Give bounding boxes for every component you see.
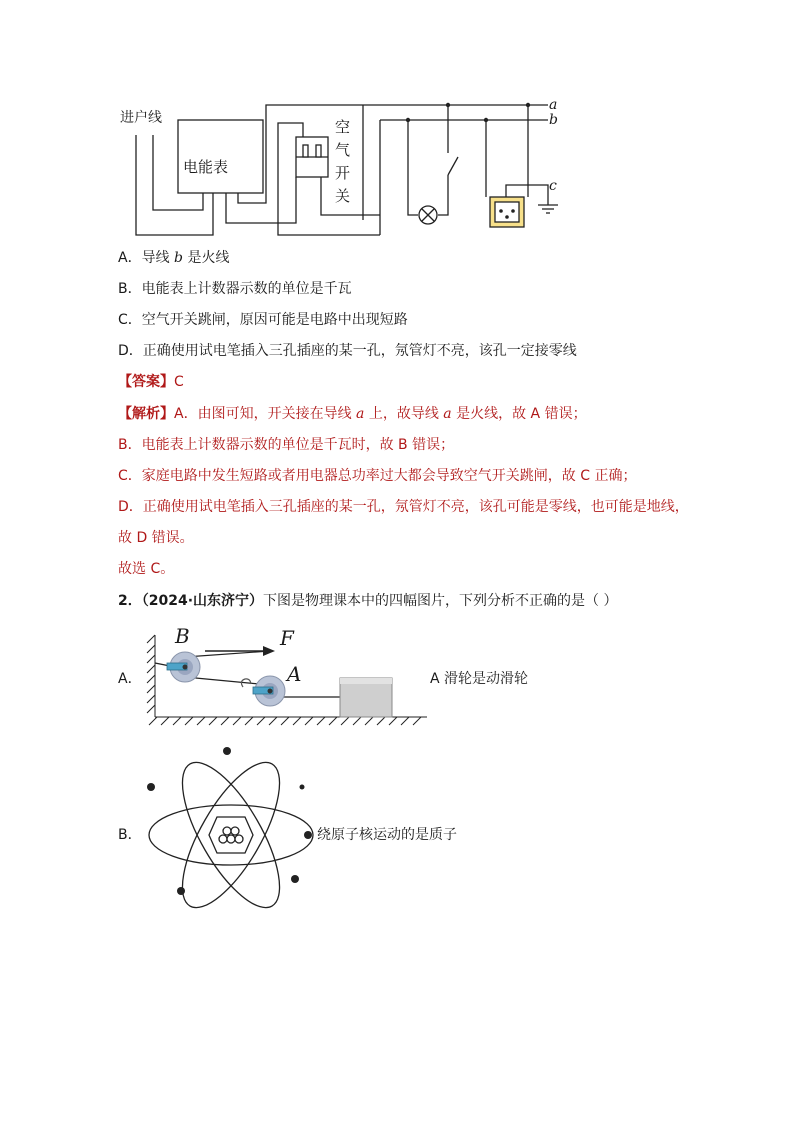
q1-option-c: C．空气开关跳闸，原因可能是电路中出现短路 — [118, 312, 408, 328]
force-f-label: F — [280, 626, 294, 650]
analysis-line-4: D．正确使用试电笔插入三孔插座的某一孔，氖管灯不亮，该孔可能是零线，也可能是地线， — [118, 499, 689, 515]
pulley-a-label: A — [287, 662, 302, 686]
q2-option-a-text: A 滑轮是动滑轮 — [430, 671, 529, 687]
q1-option-a: A．导线 b 是火线 — [118, 250, 230, 266]
incoming-line-label: 进户线 — [120, 110, 162, 126]
q2-option-a-letter: A． — [118, 671, 142, 687]
analysis-line-5: 故 D 错误。 — [118, 530, 194, 546]
pulley-b-label: B — [175, 624, 190, 648]
analysis-line-2: B．电能表上计数器示数的单位是千瓦时，故 B 错误； — [118, 437, 455, 453]
answer-line: 【答案】C — [118, 374, 184, 390]
wire-b-label: b — [549, 112, 558, 128]
analysis-line-1: 【解析】A．由图可知，开关接在导线 a 上，故导线 a 是火线，故 A 错误； — [118, 406, 587, 422]
analysis-line-3: C．家庭电路中发生短路或者用电器总功率过大都会导致空气开关跳闸，故 C 正确； — [118, 468, 637, 484]
atom-figure — [145, 745, 315, 925]
q1-option-d: D．正确使用试电笔插入三孔插座的某一孔，氖管灯不亮，该孔一定接零线 — [118, 343, 577, 359]
q1-option-b: B．电能表上计数器示数的单位是千瓦 — [118, 281, 352, 297]
wire-c-label: c — [549, 178, 557, 194]
q2-option-b-text: 绕原子核运动的是质子 — [317, 827, 457, 843]
analysis-line-6: 故选 C。 — [118, 561, 175, 577]
q2-option-b-letter: B． — [118, 827, 142, 843]
meter-label: 电能表 — [183, 158, 229, 176]
q2-stem: 2．（2024·山东济宁）下图是物理课本中的四幅图片，下列分析不正确的是（ ） — [118, 593, 618, 609]
breaker-label: 空 气 开 关 — [335, 118, 351, 205]
wire-a-label: a — [549, 97, 558, 113]
